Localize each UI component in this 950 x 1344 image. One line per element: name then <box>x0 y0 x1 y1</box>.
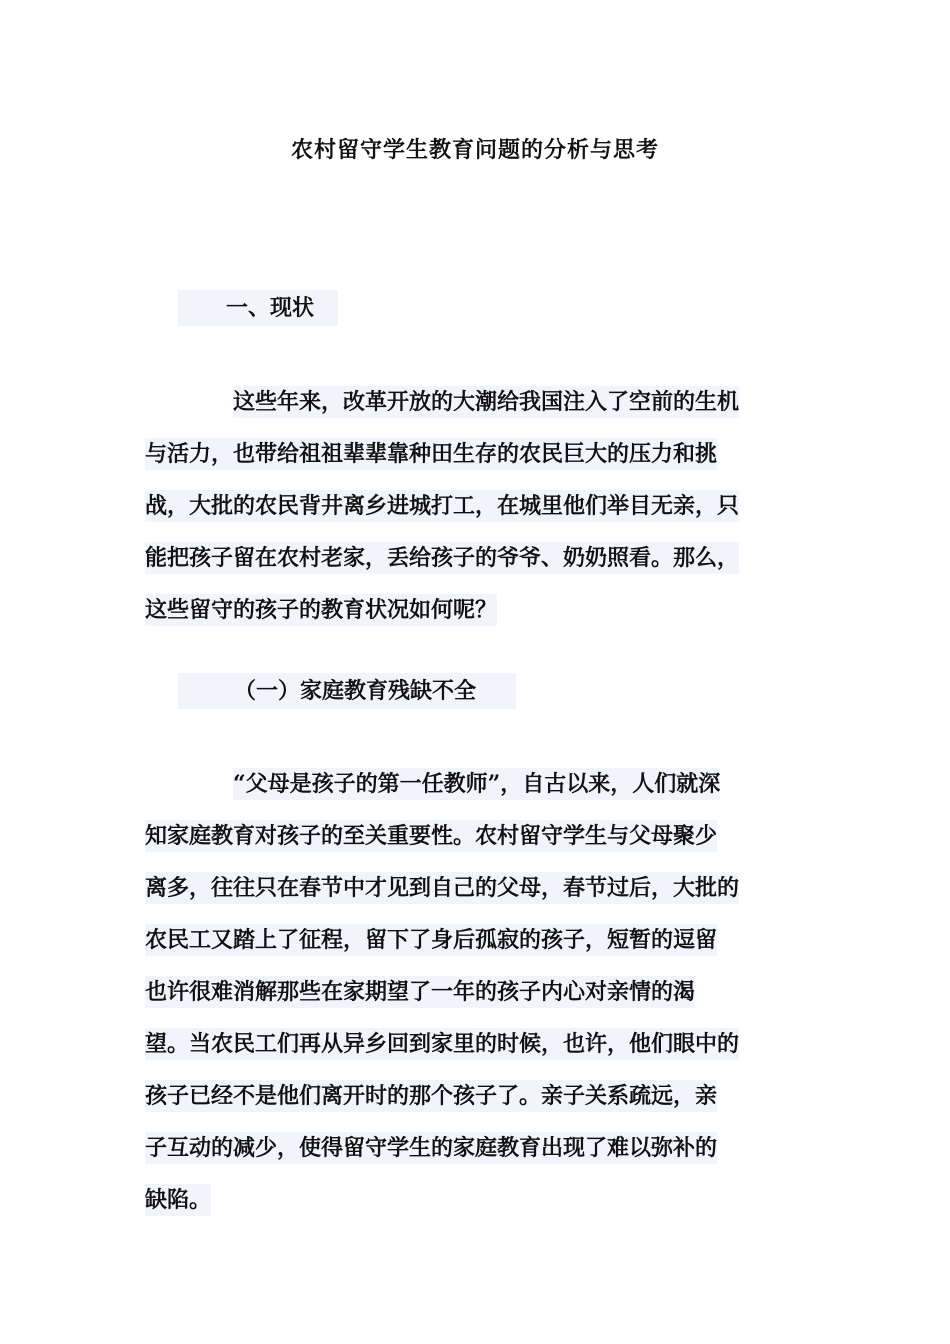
paragraph-line: 农民工又踏上了征程，留下了身后孤寂的孩子，短暂的逗留 <box>145 914 805 966</box>
paragraph-line: 孩子已经不是他们离开时的那个孩子了。亲子关系疏远，亲 <box>145 1070 805 1122</box>
paragraph-intro <box>145 376 805 636</box>
paragraph-line: 与活力，也带给祖祖辈辈靠种田生存的农民巨大的压力和挑 <box>145 428 805 480</box>
subsection-heading-family-education: （一）家庭教育残缺不全 <box>178 673 516 709</box>
paragraph-line: 这些年来，改革开放的大潮给我国注入了空前的生机 <box>145 376 805 428</box>
paragraph-line: 望。当农民工们再从异乡回到家里的时候，也许，他们眼中的 <box>145 1018 805 1070</box>
paragraph-line: 这些留守的孩子的教育状况如何呢？ <box>145 584 805 636</box>
page-title: 农村留守学生教育问题的分析与思考 <box>290 137 659 163</box>
paragraph-line: 子互动的减少，使得留守学生的家庭教育出现了难以弥补的 <box>145 1122 805 1174</box>
paragraph-line: 也许很难消解那些在家期望了一年的孩子内心对亲情的渴 <box>145 966 805 1018</box>
paragraph-line: 离多，往往只在春节中才见到自己的父母，春节过后，大批的 <box>145 862 805 914</box>
paragraph-line: 缺陷。 <box>145 1174 805 1226</box>
paragraph-line: 知家庭教育对孩子的至关重要性。农村留守学生与父母聚少 <box>145 810 805 862</box>
paragraph-line: 战，大批的农民背井离乡进城打工，在城里他们举目无亲，只 <box>145 480 805 532</box>
paragraph-line: “父母是孩子的第一任教师”，自古以来，人们就深 <box>145 758 805 810</box>
paragraph-family-education <box>145 758 805 1226</box>
paragraph-line: 能把孩子留在农村老家，丢给孩子的爷爷、奶奶照看。那么， <box>145 532 805 584</box>
section-heading-status: 一、现状 <box>178 290 338 326</box>
